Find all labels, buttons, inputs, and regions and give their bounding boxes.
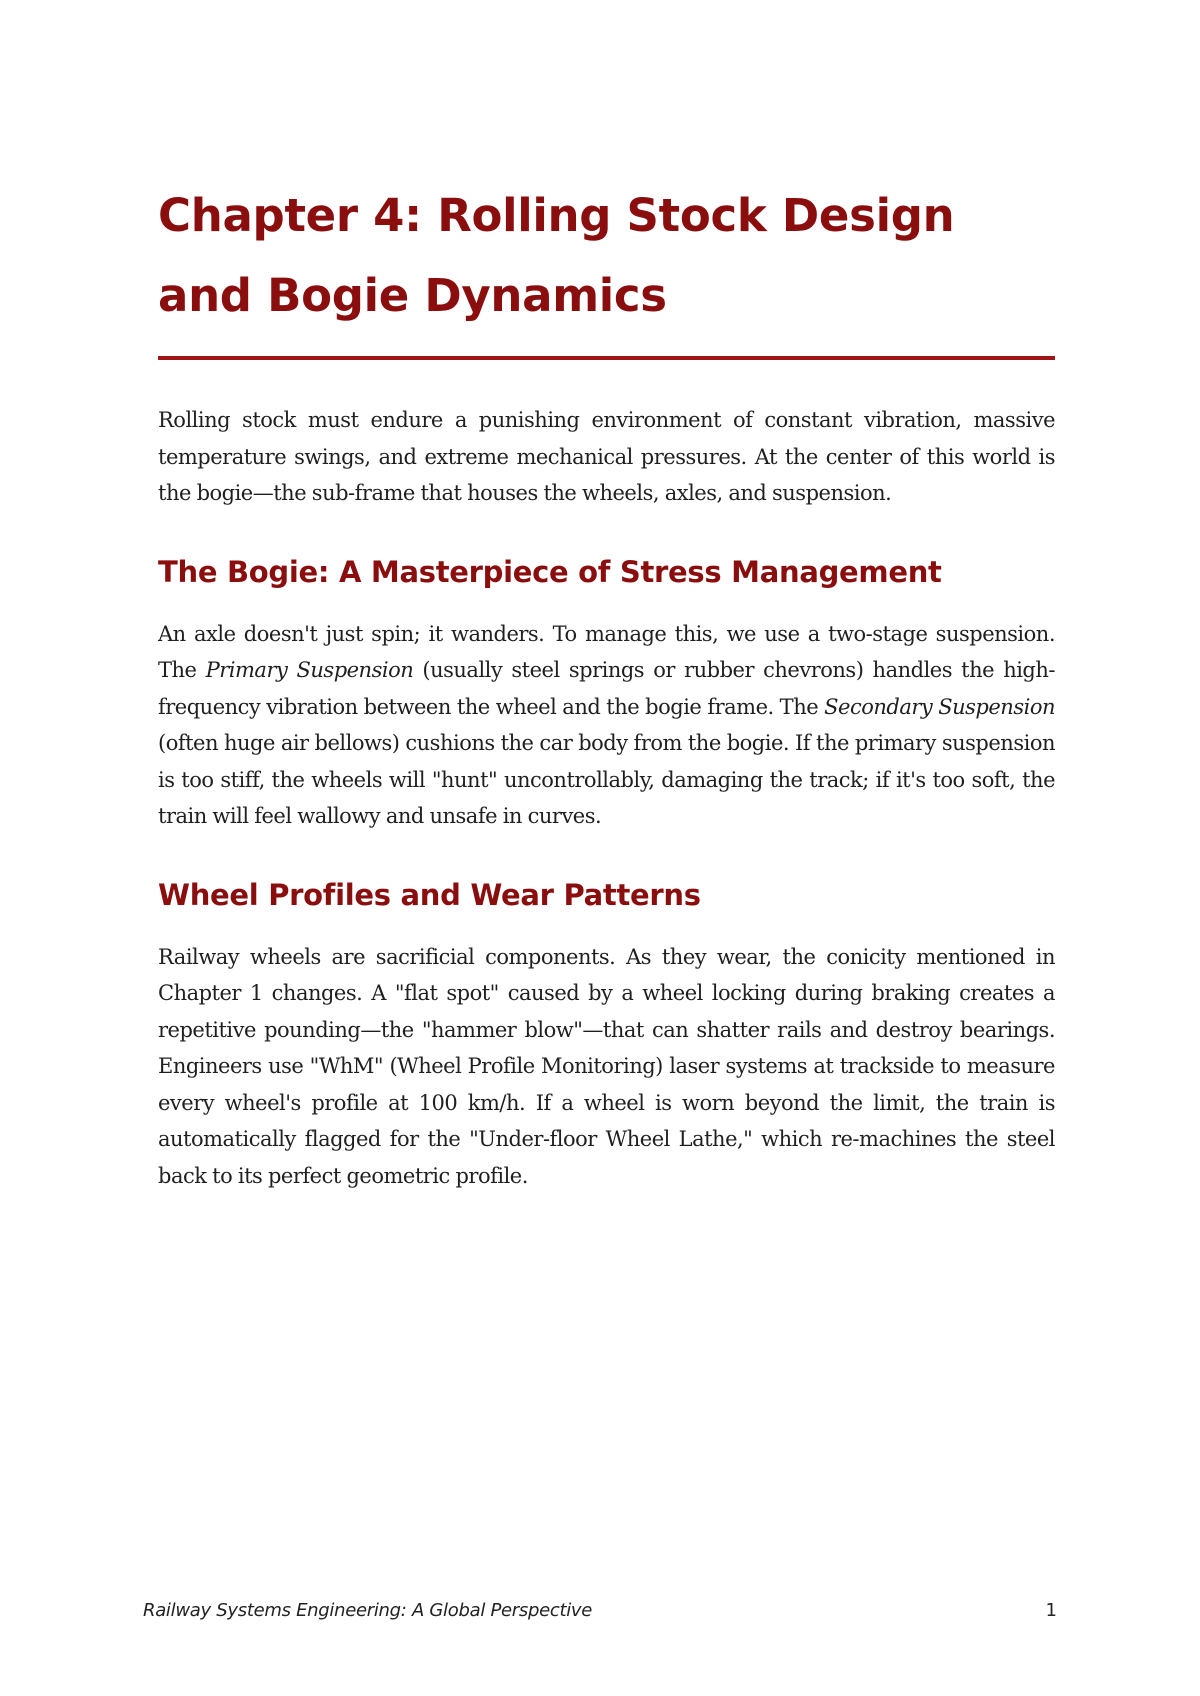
intro-paragraph: Rolling stock must endure a punishing environment of constant vibration, massive temperature swings, and extreme mechanical pressures. At the center of this world is the bogie—the sub-frame that houses the wheels, axles, and suspension. (158, 408, 1055, 505)
paragraph-text: An axle doesn't just spin; it wanders. To manage this, we use a two-stage suspension. The (158, 621, 1055, 682)
emphasis-primary-suspension: Primary Suspension (205, 658, 414, 682)
title-divider (158, 356, 1055, 360)
chapter-title: Chapter 4: Rolling Stock Design and Bogie Dynamics (158, 189, 955, 322)
footer-book-title: Railway Systems Engineering: A Global Perspective (143, 1600, 593, 1621)
paragraph-text: (usually steel springs or rubber chevrons) handles the high-frequency vibration between the wheel and the bogie frame. The (158, 658, 1055, 719)
paragraph-text: (often huge air bellows) cushions the car body from the bogie. If the primary suspension is too stiff, the wheels will "hunt" uncontrollably, damaging the track; if it's too soft, the train will feel wallowy and unsafe in curves. (158, 731, 1055, 828)
section-paragraph-bogie (158, 616, 1055, 835)
section-heading-wheel-profiles: Wheel Profiles and Wear Patterns (158, 877, 701, 912)
section-paragraph-wheel-profiles: Railway wheels are sacrificial components. As they wear, the conicity mentioned in Chapter 1 changes. A "flat spot" caused by a wheel locking during braking creates a repetitive pounding—the "hammer blow"—that can shatter rails and destroy bearings. Engineers use "WhM" (Wheel Profile Monitoring) laser systems at trackside to measure every wheel's profile at 100 km/h. If a wheel is worn beyond the limit, the train is automatically flagged for the "Under-floor Wheel Lathe," which re-machines the steel back to its perfect geometric profile. (158, 944, 1055, 1188)
page-content (158, 176, 1055, 1194)
footer-page-number: 1 (1045, 1600, 1057, 1621)
section-heading-bogie: The Bogie: A Masterpiece of Stress Management (158, 554, 942, 589)
page-footer (143, 1600, 1057, 1624)
emphasis-secondary-suspension: Secondary Suspension (824, 694, 1055, 719)
